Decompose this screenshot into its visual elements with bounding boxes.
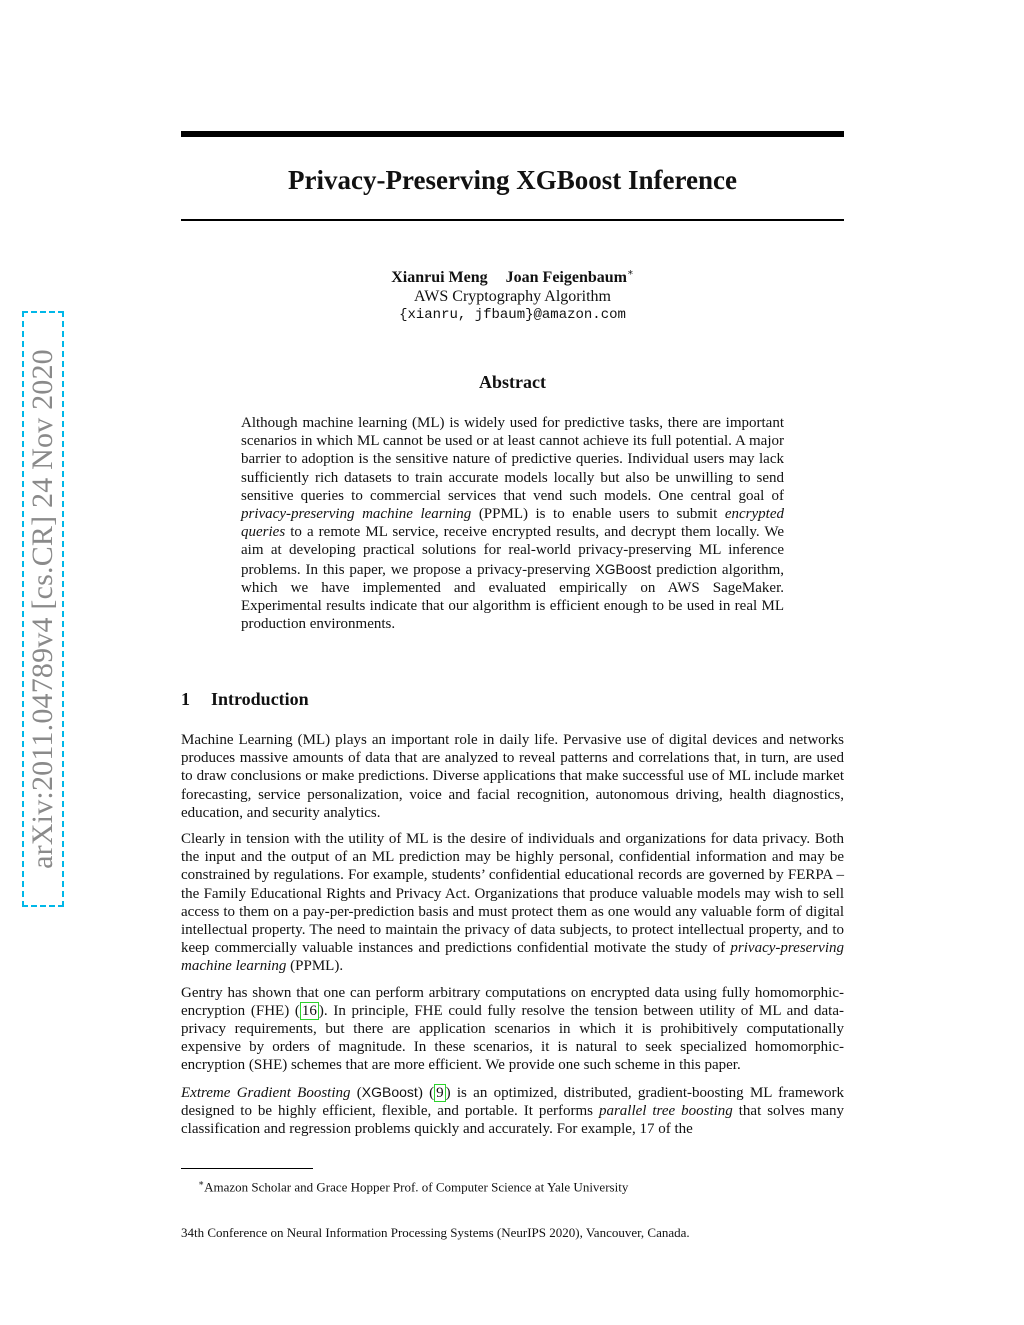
author-name-1: Xianrui Meng: [391, 269, 488, 286]
abstract-emphasis-ppml: privacy-preserving machine learning: [241, 506, 472, 523]
arxiv-identifier-text: arXiv:2011.04789v4 [cs.CR] 24 Nov 2020: [26, 349, 60, 869]
citation-link-9[interactable]: 9: [436, 1084, 444, 1101]
intro-emphasis-xgboost-full: Extreme Gradient Boosting: [181, 1084, 351, 1101]
footnote: [198, 1175, 838, 1195]
footnote-rule: [181, 1168, 313, 1169]
intro-paragraph-4: Extreme Gradient Boosting (XGBoost) ( 9 ) is an optimized, distributed, gradient-boosting ML framework designed to be highly efficient, flexible, and portable. It performs parallel tree boosting that solves many classification and regression problems quickly and accurately. For example, 17 of the: [181, 1083, 844, 1138]
abstract-xgboost-name: XGBoost: [595, 560, 652, 577]
footnote-text: Amazon Scholar and Grace Hopper Prof. of Computer Science at Yale University: [204, 1179, 629, 1195]
arxiv-identifier-stamp[interactable]: [22, 311, 64, 907]
intro-paragraph-3: Gentry has shown that one can perform arbitrary computations on encrypted data using fully homomorphic-encryption (FHE) ( 16 ). In principle, FHE could fully resolve the tension between utility of ML and data-privacy requirements, but there are application scenarios in which it is prohibitively computationally expensive by orders of magnitude. In these scenarios, it is natural to seek specialized homomorphic-encryption (SHE) schemes that are more efficient. We provide one such scheme in this paper.: [181, 984, 844, 1074]
title-top-rule: [181, 131, 844, 137]
intro-emphasis-ppml: privacy-preserving machine learning: [181, 940, 844, 975]
section-number: 1: [181, 689, 190, 709]
section-title: Introduction: [211, 689, 309, 709]
citation-link-16[interactable]: 16: [301, 1002, 317, 1019]
footnote-mark: ∗: [198, 1178, 205, 1188]
author-email: {xianru, jfbaum}@amazon.com: [399, 307, 626, 323]
abstract-body: Although machine learning (ML) is widely used for predictive tasks, there are important scenarios in which ML cannot be used or at least cannot achieve its full potential. A major barrier to adoption is the sensitive nature of predictive queries. Individual users may lack sufficiently rich datasets to train accurate models locally but also be unwilling to send sensitive queries to commercial services that vend such models. One central goal of privacy-preserving machine learning (PPML) is to enable users to submit encrypted queries to a remote ML service, receive encrypted results, and decrypt them locally. We aim at developing practical solutions for real-world privacy-preserving ML inference problems. In this paper, we propose a privacy-preserving XGBoost prediction algorithm, which we have implemented and evaluated empirically on AWS SageMaker. Experimental results indicate that our algorithm is efficient enough to be used in real ML production environments.: [241, 415, 785, 633]
venue-notice: 34th Conference on Neural Information Processing Systems (NeurIPS 2020), Vancouver, Canada.: [181, 1225, 690, 1240]
author-affiliation: AWS Cryptography Algorithm: [414, 288, 611, 305]
section-heading-introduction: [181, 688, 844, 710]
abstract-heading: Abstract: [479, 372, 546, 392]
intro-paragraph-2: Clearly in tension with the utility of ML is the desire of individuals and organizations for data privacy. Both the input and the output of an ML prediction may be highly personal, confidential information and may be constrained by regulations. For example, students’ confidential educational records are governed by FERPA – the Family Educational Rights and Privacy Act. Organizations that produce valuable models may wish to sell access to them on a pay-per-prediction basis and must protect them as one would any valuable form of digital intellectual property. The need to maintain the privacy of data subjects, to protect intellectual property, and to keep commercially valuable instances and predictions confidential motivate the study of privacy-preserving machine learning (PPML).: [181, 831, 844, 975]
title-bottom-rule: [181, 219, 844, 221]
abstract-emphasis-encrypted-queries: encrypted queries: [241, 506, 784, 541]
author-name-2: Joan Feigenbaum: [505, 269, 627, 286]
author-footnote-mark[interactable]: ∗: [627, 267, 634, 279]
paper-title: Privacy-Preserving XGBoost Inference: [288, 165, 737, 195]
intro-emphasis-parallel-tree-boosting: parallel tree boosting: [598, 1102, 733, 1119]
introduction-body: [181, 731, 844, 1146]
intro-xgboost-name: XGBoost: [361, 1083, 418, 1100]
author-block: [181, 268, 844, 325]
intro-paragraph-1: Machine Learning (ML) plays an important role in daily life. Pervasive use of digital devices and networks produces massive amounts of data that are analyzed to reveal patterns and correlations that, in turn, are used to draw conclusions or make predictions. Diverse applications that make successful use of ML include market forecasting, service personalization, voice and facial recognition, autonomous driving, health diagnostics, education, and security analytics.: [181, 732, 844, 821]
author-names: [181, 268, 844, 287]
